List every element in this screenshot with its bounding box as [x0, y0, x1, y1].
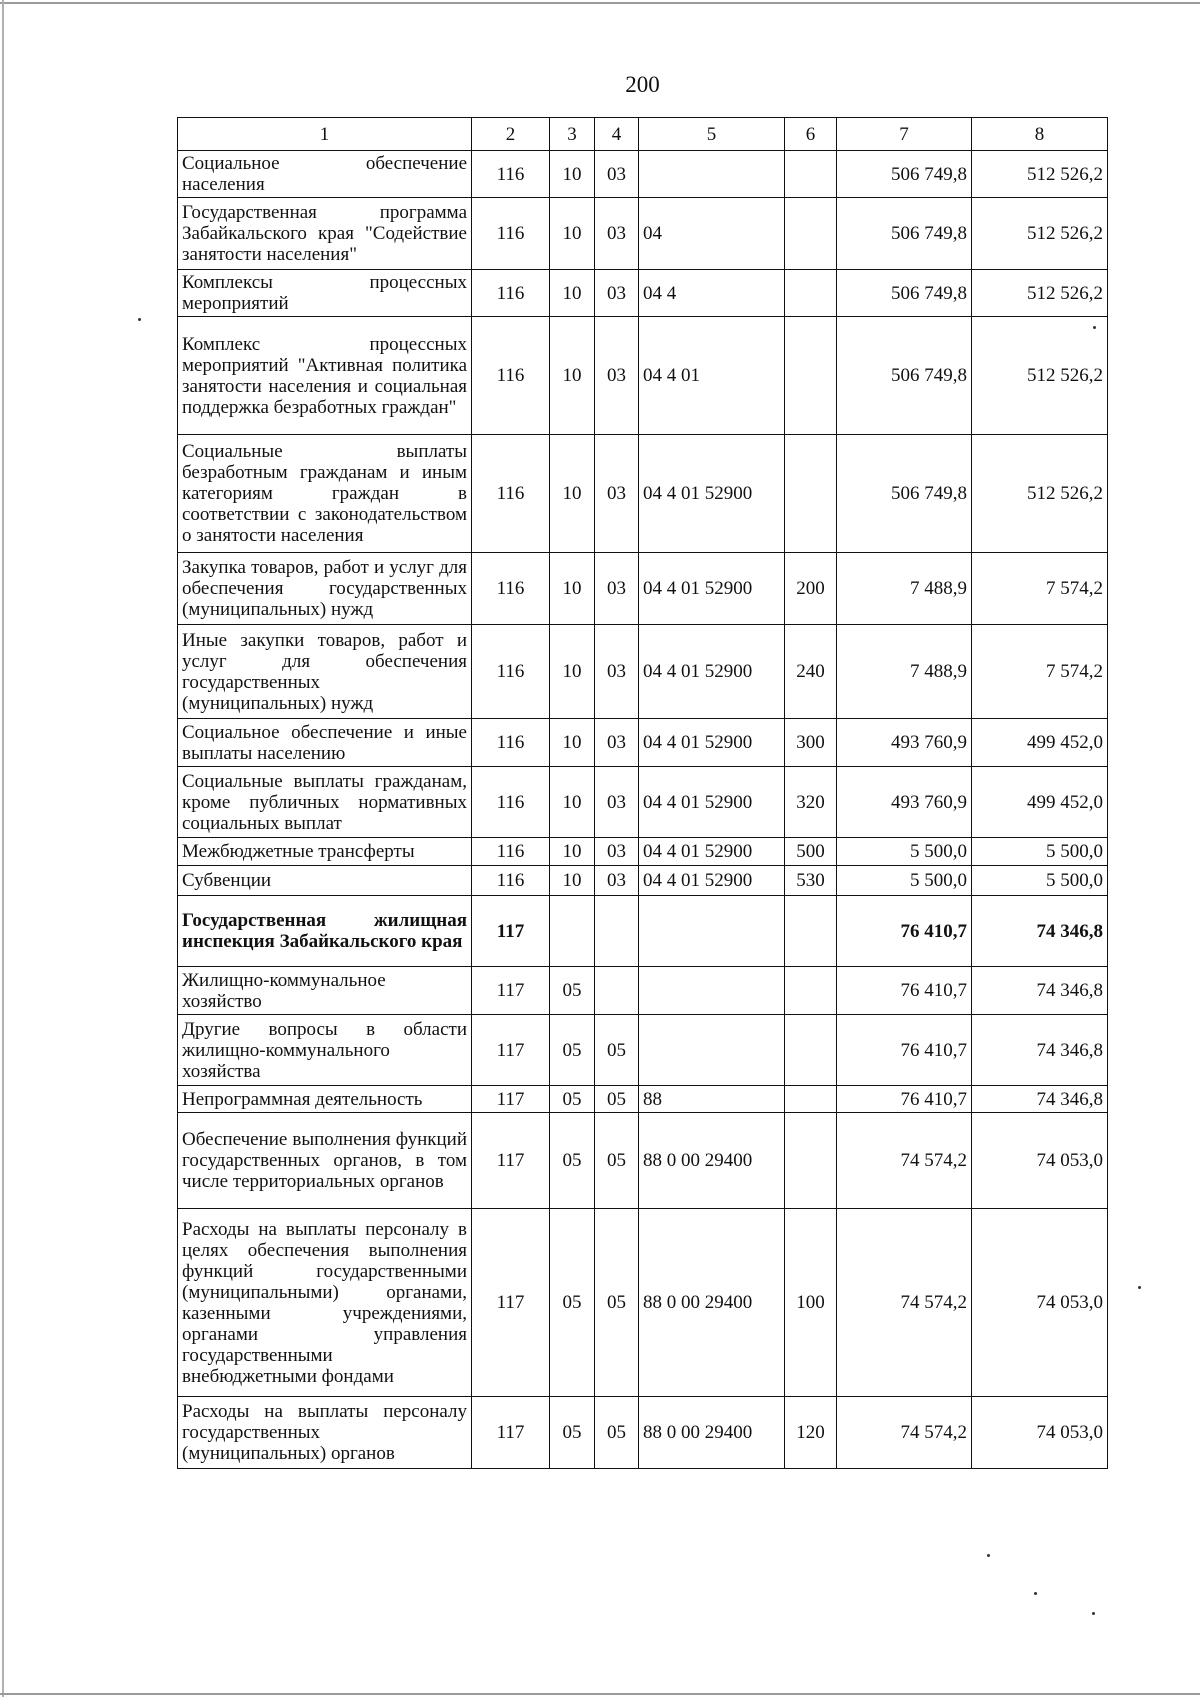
- cell-target-article: [639, 1015, 785, 1086]
- cell-subsection: 03: [595, 317, 639, 435]
- cell-target-article: 04 4 01 52900: [639, 435, 785, 553]
- table-row: [178, 1086, 1108, 1113]
- cell-amount-year2: 5 500,0: [972, 866, 1108, 896]
- column-header: 4: [595, 118, 639, 151]
- table-row: [178, 625, 1108, 719]
- cell-amount-year1: 506 749,8: [837, 270, 972, 317]
- budget-table: [177, 117, 1108, 1469]
- cell-ministry: 117: [472, 1086, 550, 1113]
- cell-expense-type: 500: [785, 838, 837, 866]
- column-header: 1: [178, 118, 472, 151]
- cell-subsection: 03: [595, 270, 639, 317]
- row-label: Межбюджетные трансферты: [178, 838, 472, 866]
- row-label: Государственная жилищная инспекция Забайкальского края: [178, 896, 472, 967]
- cell-amount-year1: 74 574,2: [837, 1113, 972, 1209]
- row-label: Социальные выплаты безработным гражданам и иным категориям граждан в соответствии с законодательством о занятости населения: [178, 435, 472, 553]
- row-label: Обеспечение выполнения функций государственных органов, в том числе территориальных органов: [178, 1113, 472, 1209]
- cell-amount-year1: 76 410,7: [837, 1086, 972, 1113]
- row-label: Расходы на выплаты персоналу государственных (муниципальных) органов: [178, 1397, 472, 1469]
- cell-expense-type: 100: [785, 1209, 837, 1397]
- cell-amount-year2: 512 526,2: [972, 270, 1108, 317]
- cell-ministry: 117: [472, 1209, 550, 1397]
- column-header: 2: [472, 118, 550, 151]
- cell-amount-year2: 74 053,0: [972, 1113, 1108, 1209]
- cell-expense-type: [785, 151, 837, 198]
- cell-target-article: 04 4 01: [639, 317, 785, 435]
- cell-amount-year1: 493 760,9: [837, 767, 972, 838]
- cell-subsection: [595, 967, 639, 1015]
- cell-subsection: 03: [595, 767, 639, 838]
- table-header-row: [178, 118, 1108, 151]
- cell-subsection: 03: [595, 151, 639, 198]
- scan-speck: [1138, 1286, 1141, 1289]
- cell-section: 05: [550, 1397, 595, 1469]
- cell-target-article: 88 0 00 29400: [639, 1113, 785, 1209]
- cell-ministry: 116: [472, 553, 550, 625]
- cell-section: 10: [550, 866, 595, 896]
- cell-expense-type: 530: [785, 866, 837, 896]
- row-label: Социальное обеспечение населения: [178, 151, 472, 198]
- cell-expense-type: 200: [785, 553, 837, 625]
- cell-subsection: 05: [595, 1015, 639, 1086]
- table-row: [178, 967, 1108, 1015]
- cell-amount-year1: 76 410,7: [837, 967, 972, 1015]
- cell-amount-year1: 74 574,2: [837, 1209, 972, 1397]
- cell-amount-year2: 7 574,2: [972, 553, 1108, 625]
- cell-ministry: 116: [472, 151, 550, 198]
- cell-expense-type: [785, 1113, 837, 1209]
- cell-ministry: 116: [472, 719, 550, 767]
- table-row: [178, 151, 1108, 198]
- table-row: [178, 1113, 1108, 1209]
- cell-ministry: 116: [472, 198, 550, 270]
- row-label: Жилищно-коммунальное хозяйство: [178, 967, 472, 1015]
- cell-target-article: 04: [639, 198, 785, 270]
- row-label: Непрограммная деятельность: [178, 1086, 472, 1113]
- column-header: 3: [550, 118, 595, 151]
- page-number: 200: [625, 72, 660, 97]
- cell-section: 10: [550, 625, 595, 719]
- cell-amount-year2: 512 526,2: [972, 317, 1108, 435]
- table-row: [178, 767, 1108, 838]
- cell-amount-year2: 7 574,2: [972, 625, 1108, 719]
- cell-expense-type: [785, 896, 837, 967]
- cell-ministry: 116: [472, 317, 550, 435]
- scan-speck: [138, 318, 141, 321]
- column-header: 5: [639, 118, 785, 151]
- cell-amount-year1: 74 574,2: [837, 1397, 972, 1469]
- cell-target-article: 04 4 01 52900: [639, 553, 785, 625]
- table-row: [178, 838, 1108, 866]
- table-row: [178, 896, 1108, 967]
- cell-ministry: 117: [472, 1397, 550, 1469]
- cell-section: 10: [550, 270, 595, 317]
- cell-ministry: 116: [472, 838, 550, 866]
- cell-amount-year2: 74 053,0: [972, 1209, 1108, 1397]
- cell-expense-type: [785, 967, 837, 1015]
- table-row: [178, 866, 1108, 896]
- cell-ministry: 116: [472, 767, 550, 838]
- cell-amount-year2: 512 526,2: [972, 151, 1108, 198]
- cell-section: 05: [550, 1209, 595, 1397]
- cell-amount-year2: 5 500,0: [972, 838, 1108, 866]
- cell-amount-year2: 74 346,8: [972, 967, 1108, 1015]
- cell-section: 05: [550, 1113, 595, 1209]
- cell-target-article: 88: [639, 1086, 785, 1113]
- cell-expense-type: [785, 317, 837, 435]
- cell-section: [550, 896, 595, 967]
- table-row: [178, 1015, 1108, 1086]
- cell-amount-year1: 7 488,9: [837, 553, 972, 625]
- cell-section: 10: [550, 767, 595, 838]
- cell-section: 05: [550, 967, 595, 1015]
- row-label: Социальное обеспечение и иные выплаты населению: [178, 719, 472, 767]
- cell-amount-year2: 74 346,8: [972, 896, 1108, 967]
- cell-amount-year1: 506 749,8: [837, 435, 972, 553]
- cell-target-article: 04 4 01 52900: [639, 767, 785, 838]
- cell-target-article: 04 4 01 52900: [639, 866, 785, 896]
- cell-ministry: 116: [472, 435, 550, 553]
- cell-section: 05: [550, 1015, 595, 1086]
- scan-speck: [1092, 1612, 1095, 1615]
- row-label: Закупка товаров, работ и услуг для обеспечения государственных (муниципальных) нужд: [178, 553, 472, 625]
- cell-ministry: 117: [472, 967, 550, 1015]
- cell-ministry: 117: [472, 896, 550, 967]
- cell-section: 10: [550, 435, 595, 553]
- cell-subsection: 03: [595, 719, 639, 767]
- cell-subsection: 03: [595, 198, 639, 270]
- column-header: 8: [972, 118, 1108, 151]
- cell-section: 10: [550, 553, 595, 625]
- cell-amount-year2: 74 346,8: [972, 1086, 1108, 1113]
- cell-amount-year1: 506 749,8: [837, 317, 972, 435]
- cell-subsection: 05: [595, 1086, 639, 1113]
- row-label: Расходы на выплаты персоналу в целях обеспечения выполнения функций государственными (муниципальными) органами, казенными учреждениями, органами управления государственными внебюджетными фондами: [178, 1209, 472, 1397]
- cell-expense-type: 120: [785, 1397, 837, 1469]
- cell-amount-year1: 506 749,8: [837, 151, 972, 198]
- cell-subsection: 03: [595, 866, 639, 896]
- cell-ministry: 117: [472, 1113, 550, 1209]
- cell-subsection: 03: [595, 435, 639, 553]
- cell-target-article: 88 0 00 29400: [639, 1209, 785, 1397]
- cell-expense-type: [785, 435, 837, 553]
- cell-amount-year2: 74 346,8: [972, 1015, 1108, 1086]
- row-label: Иные закупки товаров, работ и услуг для обеспечения государственных (муниципальных) нужд: [178, 625, 472, 719]
- scan-speck: [987, 1554, 990, 1557]
- cell-section: 10: [550, 838, 595, 866]
- table-body: [178, 151, 1108, 1469]
- cell-subsection: 05: [595, 1397, 639, 1469]
- cell-amount-year1: 5 500,0: [837, 838, 972, 866]
- cell-target-article: 04 4 01 52900: [639, 625, 785, 719]
- cell-ministry: 116: [472, 270, 550, 317]
- column-header: 6: [785, 118, 837, 151]
- table-row: [178, 553, 1108, 625]
- cell-target-article: 04 4: [639, 270, 785, 317]
- row-label: Комплексы процессных мероприятий: [178, 270, 472, 317]
- cell-expense-type: [785, 1015, 837, 1086]
- cell-target-article: [639, 967, 785, 1015]
- cell-amount-year1: 7 488,9: [837, 625, 972, 719]
- cell-expense-type: 320: [785, 767, 837, 838]
- cell-expense-type: 240: [785, 625, 837, 719]
- cell-target-article: 04 4 01 52900: [639, 719, 785, 767]
- cell-expense-type: [785, 1086, 837, 1113]
- cell-subsection: 05: [595, 1209, 639, 1397]
- table-row: [178, 198, 1108, 270]
- column-header: 7: [837, 118, 972, 151]
- cell-section: 10: [550, 317, 595, 435]
- cell-amount-year2: 74 053,0: [972, 1397, 1108, 1469]
- cell-target-article: 88 0 00 29400: [639, 1397, 785, 1469]
- cell-amount-year1: 5 500,0: [837, 866, 972, 896]
- cell-amount-year1: 76 410,7: [837, 896, 972, 967]
- cell-amount-year2: 499 452,0: [972, 719, 1108, 767]
- row-label: Комплекс процессных мероприятий "Активная политика занятости населения и социальная поддержка безработных граждан": [178, 317, 472, 435]
- scan-edge-top: [0, 2, 1200, 4]
- cell-expense-type: [785, 198, 837, 270]
- cell-amount-year1: 76 410,7: [837, 1015, 972, 1086]
- cell-subsection: [595, 896, 639, 967]
- cell-target-article: [639, 151, 785, 198]
- table-row: [178, 435, 1108, 553]
- scan-edge-left: [2, 0, 4, 1697]
- cell-amount-year2: 512 526,2: [972, 435, 1108, 553]
- cell-section: 10: [550, 198, 595, 270]
- cell-target-article: 04 4 01 52900: [639, 838, 785, 866]
- cell-subsection: 03: [595, 838, 639, 866]
- row-label: Субвенции: [178, 866, 472, 896]
- cell-subsection: 03: [595, 625, 639, 719]
- cell-subsection: 05: [595, 1113, 639, 1209]
- table-row: [178, 317, 1108, 435]
- scan-edge-bottom: [0, 1693, 1200, 1695]
- cell-ministry: 116: [472, 866, 550, 896]
- cell-expense-type: 300: [785, 719, 837, 767]
- cell-subsection: 03: [595, 553, 639, 625]
- cell-amount-year2: 499 452,0: [972, 767, 1108, 838]
- cell-ministry: 116: [472, 625, 550, 719]
- cell-amount-year2: 512 526,2: [972, 198, 1108, 270]
- cell-amount-year1: 493 760,9: [837, 719, 972, 767]
- row-label: Другие вопросы в области жилищно-коммунального хозяйства: [178, 1015, 472, 1086]
- scan-speck: [1034, 1592, 1037, 1595]
- row-label: Государственная программа Забайкальского края "Содействие занятости населения": [178, 198, 472, 270]
- cell-expense-type: [785, 270, 837, 317]
- cell-amount-year1: 506 749,8: [837, 198, 972, 270]
- cell-section: 05: [550, 1086, 595, 1113]
- cell-section: 10: [550, 719, 595, 767]
- cell-target-article: [639, 896, 785, 967]
- cell-section: 10: [550, 151, 595, 198]
- table-row: [178, 1209, 1108, 1397]
- table-row: [178, 719, 1108, 767]
- row-label: Социальные выплаты гражданам, кроме публичных нормативных социальных выплат: [178, 767, 472, 838]
- table-row: [178, 270, 1108, 317]
- cell-ministry: 117: [472, 1015, 550, 1086]
- table-row: [178, 1397, 1108, 1469]
- scan-speck: [1093, 326, 1096, 329]
